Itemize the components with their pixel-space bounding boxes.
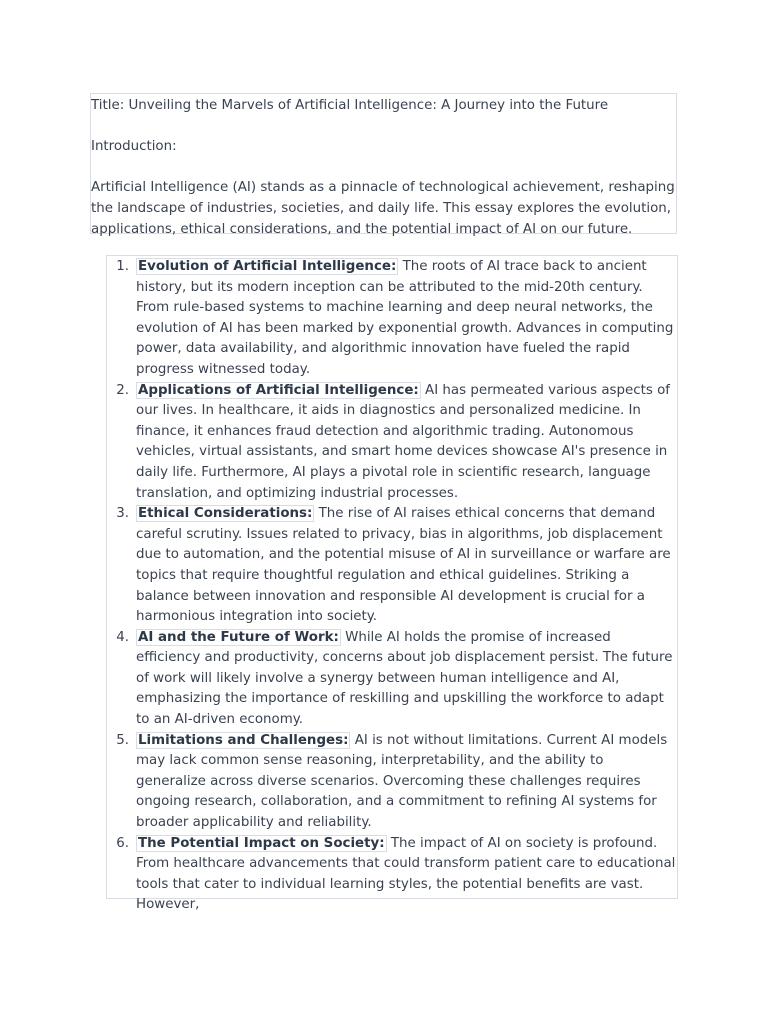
list-item-heading: AI and the Future of Work: (138, 629, 339, 645)
intro-paragraph: Artificial Intelligence (AI) stands as a pinnacle of technological achievement, reshaping the landscape of industries, societies, and daily life. This essay explores the evolution, applications, ethical considerations, and the potential impact of AI on our future. (91, 180, 675, 237)
list-item-heading: Applications of Artificial Intelligence: (138, 382, 419, 398)
list-item-text: The roots of AI trace back to ancient history, but its modern inception can be attributed to the mid-20th century. From rule-based systems to machine learning and deep neural networks, the evolution of AI has been marked by exponential growth. Advances in computing power, data availability, and algorithmic innovation have fueled the rapid progress witnessed today. (136, 259, 674, 377)
intro-label: Introduction: (91, 139, 177, 155)
essay-title-line: Title: Unveiling the Marvels of Artificial Intelligence: A Journey into the Future (91, 98, 609, 113)
list-item-number: 2. (116, 382, 129, 398)
spacer (91, 117, 676, 138)
list-item (107, 381, 679, 505)
numbered-list-block (106, 255, 678, 913)
list-item (107, 504, 679, 628)
intro-block (90, 93, 677, 237)
list-item-text: AI is not without limitations. Current AI models may lack common sense reasoning, interpretability, and the ability to generalize across diverse scenarios. Overcoming these challenges requires ongoing research, collaboration, and a commitment to refining AI systems for broader applicability and reliability. (136, 732, 668, 831)
numbered-list (107, 257, 679, 916)
list-item-text: The rise of AI raises ethical concerns that demand careful scrutiny. Issues related to privacy, bias in algorithms, job displacement due to automation, and the potential misuse of AI in surveillance or warfare are topics that require thoughtful regulation and ethical guidelines. Striking a balance between innovation and responsible AI development is crucial for a harmonious integration into society. (136, 506, 671, 625)
list-item-text: The impact of AI on society is profound. From healthcare advancements that could transform patient care to educational tools that cater to individual learning styles, the potential benefits are vast. However, (136, 835, 676, 913)
spacer (91, 158, 676, 179)
list-item-heading: The Potential Impact on Society: (138, 835, 385, 851)
list-item-number: 6. (116, 835, 129, 851)
list-item (107, 834, 679, 916)
list-item-number: 1. (116, 259, 129, 274)
list-item (107, 731, 679, 834)
list-item-number: 3. (116, 506, 129, 522)
list-item-text: While AI holds the promise of increased efficiency and productivity, concerns about job displacement persist. The future of work will likely involve a synergy between human intelligence and AI, emphasizing the importance of reskilling and upskilling the workforce to adapt to an AI-driven economy. (136, 629, 673, 728)
list-item-number: 4. (116, 629, 129, 645)
list-item-heading: Evolution of Artificial Intelligence: (138, 259, 397, 274)
list-item-number: 5. (116, 732, 129, 748)
list-item-text: AI has permeated various aspects of our lives. In healthcare, it aids in diagnostics and personalized medicine. In finance, it enhances fraud detection and algorithmic trading. Autonomous vehicles, virtual assistants, and smart home devices showcase AI's presence in daily life. Furthermore, AI plays a pivotal role in scientific research, language translation, and optimizing industrial processes. (136, 382, 671, 501)
list-item-heading: Ethical Considerations: (138, 506, 313, 522)
list-item (107, 257, 679, 381)
list-item-heading: Limitations and Challenges: (138, 732, 349, 748)
list-item (107, 628, 679, 731)
